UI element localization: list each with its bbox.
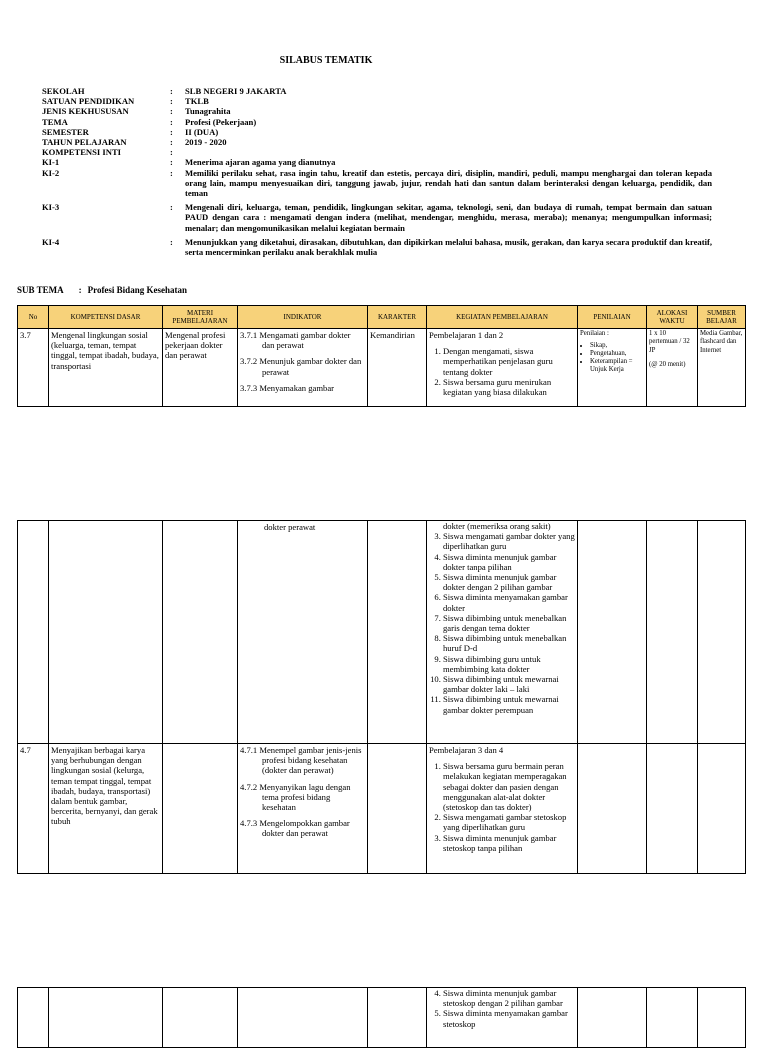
colon: : xyxy=(170,137,173,148)
cell-alokasi xyxy=(647,329,698,407)
info-key: KI-3 xyxy=(42,202,60,213)
info-value: II (DUA) xyxy=(185,126,219,137)
info-value: Memiliki perilaku sehat, rasa ingin tahu, kreatif dan estetis, percaya diri, disiplin, mandiri, peduli, mampu menghargai dan toleran kepada orang lain, mampu menyesuaikan diri, tanggung jawab, jujur, rendah hati dan santun dalam berinteraksi dengan keluarga, pendidik, dan teman xyxy=(185,167,712,199)
alokasi-text: (@ 20 menit) xyxy=(649,361,686,369)
info-key: SEKOLAH xyxy=(42,86,85,96)
kegiatan-item: 2. Siswa bersama guru menirukan kegiatan yang biasa dilakukan xyxy=(443,377,575,397)
kegiatan-item: 7. Siswa dibimbing untuk menebalkan garis dengan tema dokter xyxy=(443,613,575,633)
info-value: Profesi (Pekerjaan) xyxy=(185,116,257,127)
info-row-ki2 xyxy=(42,168,712,199)
cell-kd xyxy=(49,521,163,744)
subtema-line xyxy=(17,285,187,295)
kegiatan-item: 3. Siswa mengamati gambar dokter yang diperlihatkan guru xyxy=(443,531,575,551)
cell-kegiatan xyxy=(427,744,578,874)
indikator-item: dokter perawat xyxy=(264,522,316,532)
kegiatan-item: 1. Siswa bersama guru bermain peran melakukan kegiatan memperagakan sebagai dokter dan pasien dengan menggunakan alat-alat dokter (stetoskop dan tas dokter) xyxy=(443,761,575,812)
header-penilaian: PENILAIAN xyxy=(578,306,647,329)
table-row xyxy=(18,988,746,1048)
cell-penilaian xyxy=(578,988,647,1048)
info-value: Menerima ajaran agama yang dianutnya xyxy=(185,157,336,168)
syllabus-table-continued xyxy=(17,520,746,874)
cell-penilaian xyxy=(578,521,647,744)
header-kd: KOMPETENSI DASAR xyxy=(49,306,163,329)
info-row-tema xyxy=(42,117,712,127)
cell-penilaian xyxy=(578,329,647,407)
info-key: JENIS KEKHUSUSAN xyxy=(42,106,129,117)
cell-karakter xyxy=(368,744,427,874)
indikator-item: 4.7.1 Menempel gambar jenis-jenis profesi bidang kesehatan (dokter dan perawat) xyxy=(240,745,362,776)
table-row xyxy=(18,521,746,744)
info-row-ki4 xyxy=(42,237,712,257)
cell-karakter: Kemandirian xyxy=(368,329,427,407)
indikator-item: 3.7.3 Menyamakan gambar xyxy=(240,382,335,393)
cell-sumber: Media Gambar, flashcard dan Internet xyxy=(698,329,746,407)
colon: : xyxy=(170,126,173,137)
info-value: 2019 - 2020 xyxy=(185,137,227,148)
kegiatan-item: dokter (memeriksa orang sakit) xyxy=(443,521,551,531)
cell-no: 4.7 xyxy=(18,744,49,874)
info-key: KOMPETENSI INTI xyxy=(42,147,122,158)
info-key: SEMESTER xyxy=(42,126,89,137)
page-title: SILABUS TEMATIK xyxy=(279,55,373,66)
cell-materi: Mengenal profesi pekerjaan dokter dan perawat xyxy=(163,329,238,407)
colon: : xyxy=(170,116,173,127)
cell-indikator xyxy=(238,329,368,407)
cell-sumber xyxy=(698,744,746,874)
indikator-item: 4.7.3 Mengelompokkan gambar dokter dan perawat xyxy=(240,818,350,839)
info-row-satuan xyxy=(42,96,712,106)
indikator-item: 3.7.1 Mengamati gambar dokter dan perawat xyxy=(240,330,351,351)
info-row-ki3 xyxy=(42,202,712,233)
penilaian-item: • Pengetahuan, xyxy=(590,350,644,358)
colon: : xyxy=(170,157,173,168)
info-row-semester xyxy=(42,127,712,137)
info-value: SLB NEGERI 9 JAKARTA xyxy=(185,86,287,96)
cell-alokasi xyxy=(647,988,698,1048)
kegiatan-item: 9. Siswa dibimbing guru untuk membimbing kata dokter xyxy=(443,654,575,674)
cell-kd: Mengenal lingkungan sosial (keluarga, teman, tempat tinggal, tempat ibadah, budaya, transportasi xyxy=(49,329,163,407)
penilaian-title: Penilaian : xyxy=(580,330,609,337)
kegiatan-item: 8. Siswa dibimbing untuk menebalkan huruf D-d xyxy=(443,633,575,653)
header-materi: MATERI PEMBELAJARAN xyxy=(163,306,238,329)
cell-indikator xyxy=(238,521,368,744)
info-key: KI-1 xyxy=(42,157,60,168)
cell-materi xyxy=(163,744,238,874)
kegiatan-item: 11. Siswa dibimbing untuk mewarnai gambar dokter perempuan xyxy=(443,694,575,714)
cell-sumber xyxy=(698,521,746,744)
cell-kegiatan xyxy=(427,988,578,1048)
cell-sumber xyxy=(698,988,746,1048)
kegiatan-item: 5. Siswa diminta menyamakan gambar stetoskop xyxy=(443,1008,575,1028)
cell-materi xyxy=(163,521,238,744)
penilaian-item: • Keterampilan = Unjuk Kerja xyxy=(590,358,644,374)
cell-no: 3.7 xyxy=(18,329,49,407)
info-row-sekolah xyxy=(42,86,712,96)
colon: : xyxy=(78,285,82,295)
cell-kegiatan xyxy=(427,329,578,407)
cell-no xyxy=(18,988,49,1048)
cell-materi xyxy=(163,988,238,1048)
cell-kd xyxy=(49,988,163,1048)
cell-kegiatan xyxy=(427,521,578,744)
info-value xyxy=(185,147,712,157)
table-header-row xyxy=(18,306,746,329)
header-indikator: INDIKATOR xyxy=(238,306,368,329)
kegiatan-item: 5. Siswa diminta menunjuk gambar dokter dengan 2 pilihan gambar xyxy=(443,572,575,592)
kegiatan-title: Pembelajaran 3 dan 4 xyxy=(429,745,504,755)
kegiatan-title: Pembelajaran 1 dan 2 xyxy=(429,330,504,340)
info-key: KI-4 xyxy=(42,236,60,247)
cell-alokasi xyxy=(647,744,698,874)
info-value: Tunagrahita xyxy=(185,106,231,117)
cell-kd: Menyajikan berbagai karya yang berhubungan dengan lingkungan sosial (kelurga, teman tempat tinggal, tempat ibadah, budaya, transportasi) dalam bentuk gambar, bercerita, bernyanyi, dan gerak tubuh xyxy=(49,744,163,874)
header-karakter: KARAKTER xyxy=(368,306,427,329)
info-row-jenis xyxy=(42,106,712,116)
info-row-ki1 xyxy=(42,157,712,167)
identity-block xyxy=(42,86,712,257)
info-key: KI-2 xyxy=(42,167,60,178)
cell-karakter xyxy=(368,988,427,1048)
subtema-value: Profesi Bidang Kesehatan xyxy=(87,285,187,295)
subtema-label: SUB TEMA xyxy=(17,285,64,295)
colon: : xyxy=(170,147,173,158)
cell-karakter xyxy=(368,521,427,744)
info-key: TAHUN PELAJARAN xyxy=(42,137,127,148)
kegiatan-item: 4. Siswa diminta menunjuk gambar stetoskop dengan 2 pilihan gambar xyxy=(443,988,575,1008)
alokasi-text: 1 x 10 pertemuan / 32 JP xyxy=(649,330,690,354)
penilaian-item: • Sikap, xyxy=(590,342,644,350)
table-row xyxy=(18,329,746,407)
kegiatan-item: 6. Siswa diminta menyamakan gambar dokter xyxy=(443,592,575,612)
kegiatan-item: 4. Siswa diminta menunjuk gambar dokter tanpa pilihan xyxy=(443,552,575,572)
indikator-item: 4.7.2 Menyanyikan lagu dengan tema profesi bidang kesehatan xyxy=(240,781,351,813)
kegiatan-item: 10. Siswa dibimbing untuk mewarnai gambar dokter laki – laki xyxy=(443,674,575,694)
header-sumber: SUMBER BELAJAR xyxy=(698,306,746,329)
colon: : xyxy=(170,86,173,96)
info-row-ki xyxy=(42,147,712,157)
table-row xyxy=(18,744,746,874)
colon: : xyxy=(170,236,173,247)
header-no: No xyxy=(18,306,49,329)
info-value: Mengenali diri, keluarga, teman, pendidik, lingkungan sekitar, agama, teknologi, seni, dan budaya di rumah, tempat bermain dan satuan PAUD dengan cara : mengamati dengan indera (melihat, mendengar, menghidu, merasa, meraba); menanya; mengumpulkan informasi; menalar; dan mengomunikasikan melalui kegiatan bermain xyxy=(185,202,712,233)
kegiatan-item: 3. Siswa diminta menunjuk gambar stetoskop tanpa pilihan xyxy=(443,833,575,853)
colon: : xyxy=(170,202,173,213)
header-kegiatan: KEGIATAN PEMBELAJARAN xyxy=(427,306,578,329)
kegiatan-item: 2. Siswa mengamati gambar stetoskop yang diperlihatkan guru xyxy=(443,812,575,832)
syllabus-table xyxy=(17,305,746,407)
cell-no xyxy=(18,521,49,744)
info-row-tahun xyxy=(42,137,712,147)
info-value: Menunjukkan yang diketahui, dirasakan, dibutuhkan, dan dipikirkan melalui bahasa, musik, gerakan, dan karya secara produktif dan kreatif, serta mencerminkan perilaku anak berakhlak mulia xyxy=(185,236,712,258)
colon: : xyxy=(170,106,173,117)
info-key: TEMA xyxy=(42,116,68,127)
cell-indikator xyxy=(238,744,368,874)
colon: : xyxy=(170,167,173,178)
syllabus-table-continued-2 xyxy=(17,987,746,1048)
info-key: SATUAN PENDIDIKAN xyxy=(42,96,135,107)
colon: : xyxy=(170,96,173,107)
info-value: TKLB xyxy=(185,96,209,107)
cell-alokasi xyxy=(647,521,698,744)
kegiatan-item: 1. Dengan mengamati, siswa memperhatikan penjelasan guru tentang dokter xyxy=(443,346,575,377)
cell-indikator xyxy=(238,988,368,1048)
header-alokasi: ALOKASI WAKTU xyxy=(647,306,698,329)
indikator-item: 3.7.2 Menunjuk gambar dokter dan perawat xyxy=(240,356,362,377)
cell-penilaian xyxy=(578,744,647,874)
